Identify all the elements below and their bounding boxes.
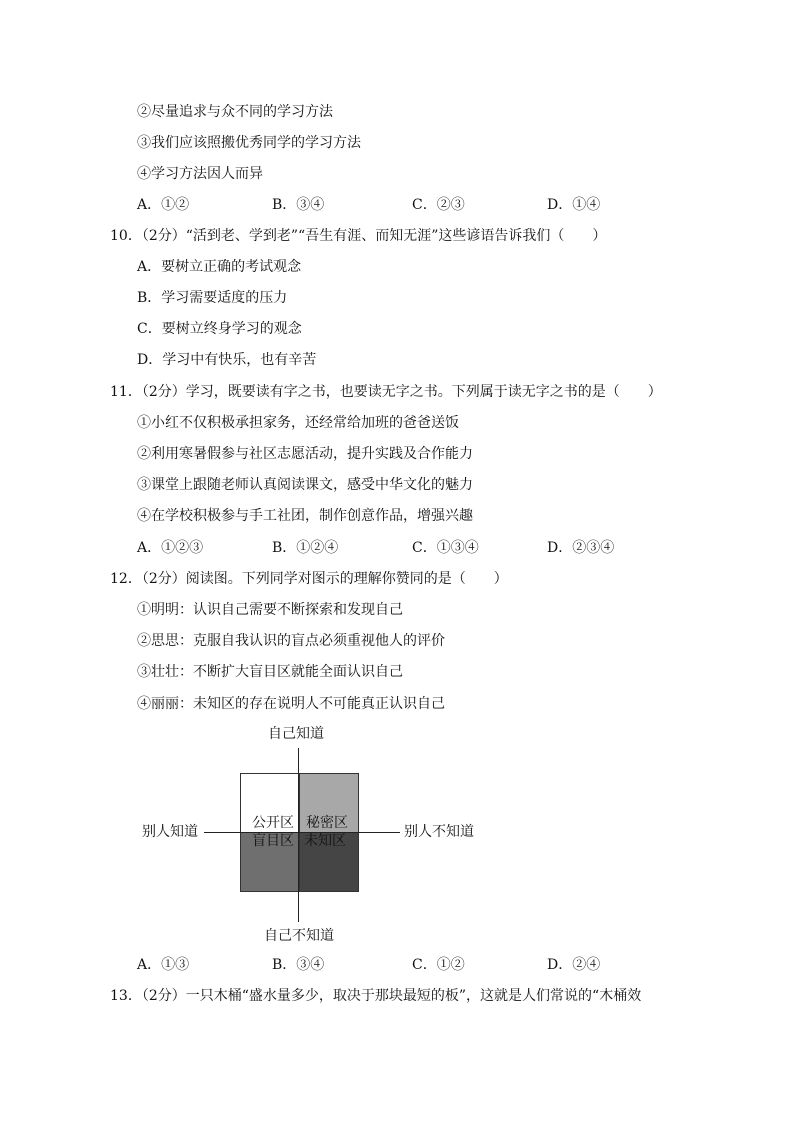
q9-choice-b: B．③④ [272, 197, 325, 213]
blind-area-label: 盲目区 [252, 833, 294, 849]
q11-choice-b: B．①②④ [272, 540, 339, 556]
q12-choice-d: D．②④ [547, 957, 601, 973]
q11-stem: 11．（2分）学习，既要读有字之书，也要读无字之书。下列属于读无字之书的是（ ） [110, 384, 662, 400]
q10-choice-b: B．学习需要适度的压力 [137, 290, 288, 306]
q9-choices [137, 195, 657, 215]
q11-option-4: ④在学校积极参与手工社团，制作创意作品，增强兴趣 [137, 508, 473, 524]
q11-option-1: ①小红不仅积极承担家务，还经常给加班的爸爸送饭 [137, 415, 459, 431]
q9-option-4: ④学习方法因人而异 [137, 166, 263, 182]
q12-choice-a: A．①③ [137, 957, 190, 973]
q10-choice-c: C．要树立终身学习的观念 [137, 321, 302, 337]
q9-choice-a: A．①② [137, 197, 190, 213]
q10-stem: 10．（2分）“活到老、学到老”“吾生有涯、而知无涯”这些谚语告诉我们（ ） [110, 228, 607, 244]
q12-option-4: ④丽丽：未知区的存在说明人不可能真正认识自己 [137, 696, 445, 712]
secret-area-label: 秘密区 [306, 815, 348, 831]
q11-choice-c: C．①③④ [412, 540, 479, 556]
q13-stem: 13．（2分）一只木桶“盛水量多少，取决于那块最短的板”，这就是人们常说的“木桶效 [110, 988, 642, 1004]
johari-window-diagram [140, 722, 490, 947]
unknown-area-label: 未知区 [304, 833, 346, 849]
q10-choice-d: D．学习中有快乐，也有辛苦 [137, 352, 317, 368]
vertical-axis [298, 748, 299, 922]
axis-label-top: 自己知道 [268, 726, 324, 742]
q11-option-2: ②利用寒暑假参与社区志愿活动，提升实践及合作能力 [137, 446, 473, 462]
q11-option-3: ③课堂上跟随老师认真阅读课文，感受中华文化的魅力 [137, 477, 473, 493]
axis-label-bottom: 自己不知道 [264, 928, 334, 944]
q12-choice-b: B．③④ [272, 957, 325, 973]
q12-choices [137, 955, 657, 975]
q12-option-3: ③壮壮：不断扩大盲目区就能全面认识自己 [137, 664, 403, 680]
axis-label-right: 别人不知道 [404, 824, 474, 840]
q11-choices [137, 538, 657, 558]
horizontal-axis [204, 832, 400, 833]
q11-choice-d: D．②③④ [547, 540, 615, 556]
q9-choice-c: C．②③ [412, 197, 465, 213]
q9-option-2: ②尽量追求与众不同的学习方法 [137, 104, 333, 120]
q9-choice-d: D．①④ [547, 197, 601, 213]
open-area-label: 公开区 [252, 815, 294, 831]
q12-stem: 12．（2分）阅读图。下列同学对图示的理解你赞同的是（ ） [110, 571, 508, 587]
axis-label-left: 别人知道 [142, 824, 198, 840]
q12-option-2: ②思思：克服自我认识的盲点必须重视他人的评价 [137, 633, 445, 649]
q9-option-3: ③我们应该照搬优秀同学的学习方法 [137, 135, 361, 151]
q11-choice-a: A．①②③ [137, 540, 204, 556]
q10-choice-a: A．要树立正确的考试观念 [137, 259, 302, 275]
q12-choice-c: C．①② [412, 957, 465, 973]
q12-option-1: ①明明：认识自己需要不断探索和发现自己 [137, 602, 403, 618]
